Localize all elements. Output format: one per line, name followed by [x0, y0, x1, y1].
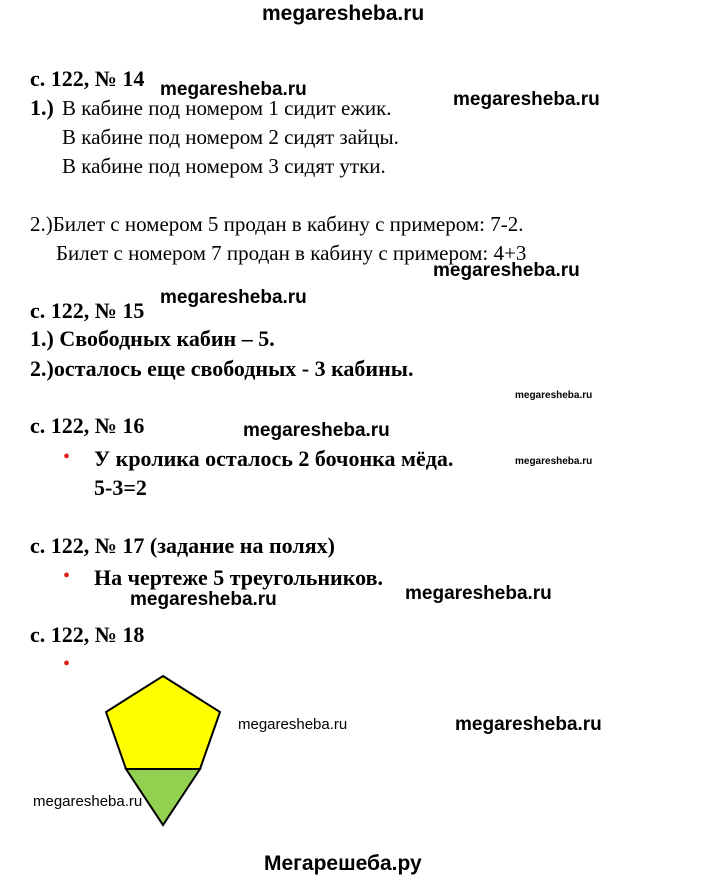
- task-15-header: с. 122, № 15: [30, 298, 145, 323]
- task-15-line-2: 2.)осталось еще свободных - 3 кабины.: [30, 356, 414, 381]
- watermark: megaresheba.ru: [243, 420, 390, 441]
- watermark: megaresheba.ru: [515, 456, 593, 467]
- task-17-header: с. 122, № 17 (задание на полях): [30, 533, 335, 558]
- bullet-17: •: [63, 565, 71, 587]
- task-14-line-1: В кабине под номером 1 сидит ежик.: [62, 96, 392, 120]
- task-14-header: с. 122, № 14: [30, 66, 145, 91]
- bullet-18: •: [63, 653, 71, 675]
- watermark: megaresheba.ru: [455, 714, 602, 735]
- task-14-item-1-number: 1.): [30, 95, 54, 120]
- task-14-line-4: 2.)Билет с номером 5 продан в кабину с примером: 7-2.: [30, 212, 524, 236]
- watermark: megaresheba.ru: [160, 79, 307, 100]
- watermark: megaresheba.ru: [160, 287, 307, 308]
- task-15-line-1: 1.) Свободных кабин – 5.: [30, 326, 275, 351]
- task-16-expression: 5-3=2: [94, 475, 147, 500]
- task-14-line-3: В кабине под номером 3 сидят утки.: [62, 154, 386, 178]
- watermark: megaresheba.ru: [433, 260, 580, 281]
- task-16-answer: У кролика осталось 2 бочонка мёда.: [94, 446, 454, 471]
- task-14-line-5: Билет с номером 7 продан в кабину с примером: 4+3: [56, 241, 527, 265]
- watermark: megaresheba.ru: [130, 589, 277, 610]
- watermark-footer: Мегарешеба.ру: [264, 852, 422, 875]
- pentagon-shape: [106, 676, 220, 769]
- watermark: megaresheba.ru: [453, 89, 600, 110]
- watermark: megaresheba.ru: [515, 390, 593, 401]
- task-18-header: с. 122, № 18: [30, 622, 145, 647]
- task-17-answer: На чертеже 5 треугольников.: [94, 565, 383, 590]
- watermark-top: megaresheba.ru: [262, 2, 425, 25]
- bullet-16: •: [63, 446, 71, 468]
- watermark: megaresheba.ru: [238, 716, 348, 733]
- task-14-line-2: В кабине под номером 2 сидят зайцы.: [62, 125, 399, 149]
- watermark: megaresheba.ru: [33, 793, 143, 810]
- task-16-header: с. 122, № 16: [30, 413, 145, 438]
- watermark: megaresheba.ru: [405, 583, 552, 604]
